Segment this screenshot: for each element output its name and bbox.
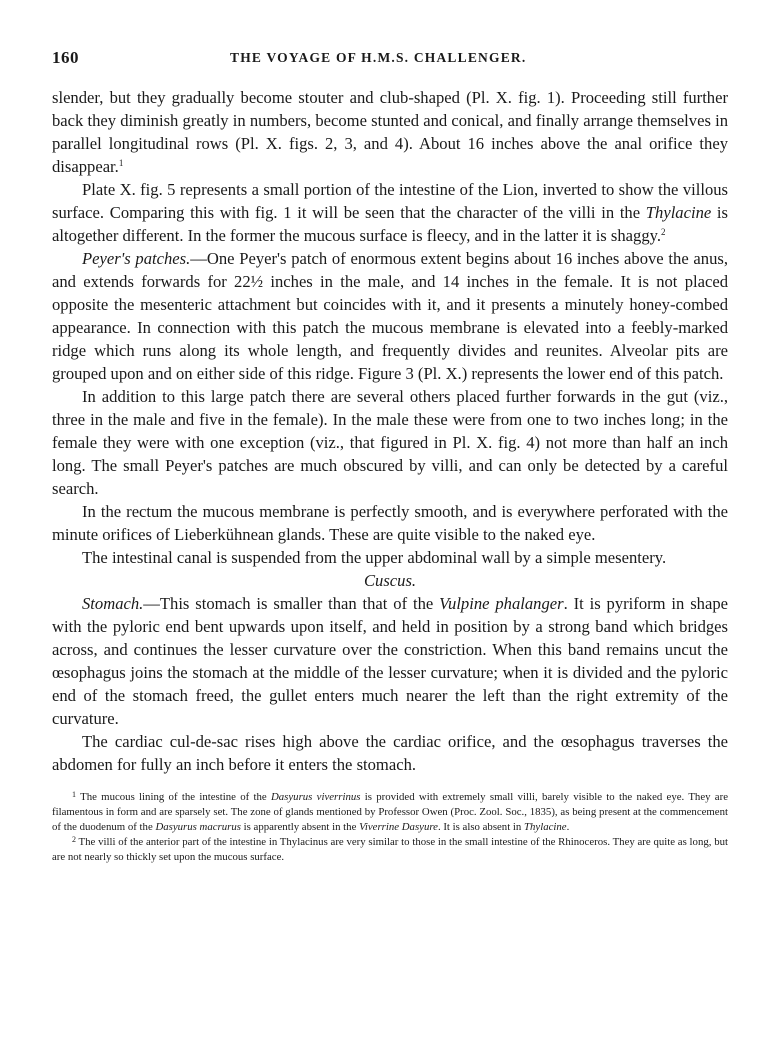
paragraph-plate-x-fig-5: Plate X. fig. 5 represents a small portion of the intestine of the Lion, inverted to show the villous surface. Comparing this with fig. 1 it will be seen that the character of the villi in the Thylacine is altogether different. In the former the mucous surface is fleecy, and in the latter it is shaggy.$^2$ (52, 180, 729, 245)
paragraph-villi-continuation: slender, but they gradually become stouter and club-shaped (Pl. X. fig. 1). Proceeding still further back they diminish greatly in numbers, become stunted and conical, and finally arrange themselves in parallel longitudinal rows (Pl. X. figs. 2, 3, and 4). About 16 inches above the anal orifice they disappear.$^1$ (52, 88, 728, 176)
footnote-ref-1[interactable]: 1 (118, 158, 124, 168)
paragraph-label: Stomach. (82, 594, 144, 613)
paragraph-mesentery: The intestinal canal is suspended from the upper abdominal wall by a simple mesentery. (82, 548, 667, 567)
paragraph-cardiac-cul-de-sac: The cardiac cul-de-sac rises high above the cardiac orifice, and the œsophagus traverses the abdomen for fully an inch before it enters the stomach. (52, 732, 728, 774)
document-page (52, 42, 728, 865)
footnote-ref-2[interactable]: 2 (661, 227, 666, 237)
paragraph-stomach: Stomach.—This stomach is smaller than that of the Vulpine phalanger. It is pyriform in shape with the pyloric end bent upwards upon itself, and held in position by a strong band which bridges across, and continues the lesser curvature over the constriction. When this band remains uncut the œsophagus joins the stomach at the middle of the lesser curvature; when it is divided and the pyloric end of the stomach freed, the gullet enters much nearer the left than the right extremity of the curvature. (52, 594, 728, 728)
running-header (52, 42, 728, 72)
body-text (52, 86, 728, 776)
footnotes (52, 790, 728, 865)
paragraph-additional-patches: In addition to this large patch there are several others placed further forwards in the gut (viz., three in the male and five in the female). In the male these were from one to two inches long; in the female they were with one exception (viz., that figured in Pl. X. fig. 4) not more than half an inch long. The small Peyer's patches are much obscured by villi, and can only be detected by a careful search. (52, 387, 728, 498)
page-number: 160 (52, 48, 79, 67)
paragraph-peyers-patches: Peyer's patches.—One Peyer's patch of enormous extent begins about 16 inches above the anus, and extends forwards for 22½ inches in the male, and 14 inches in the female. It is not placed opposite the mesenteric attachment but coincides with it, and it presents a minutely honey-combed appearance. In connection with this patch the mucous membrane is elevated into a feebly-marked ridge which runs along its whole length, and frequently divides and reunites. Alveolar pits are grouped upon and on either side of this ridge. Figure 3 (Pl. X.) represents the lower end of this patch. (52, 249, 728, 383)
section-heading-cuscus: Cuscus. (363, 571, 417, 590)
footnote-2: $^2$ The villi of the anterior part of the intestine in Thylacinus are very similar to those in the small intestine of the Rhinoceros. They are quite as long, but are not nearly so thickly set upon the mucous surface. (52, 835, 728, 863)
paragraph-rectum: In the rectum the mucous membrane is perfectly smooth, and is everywhere perforated with the minute orifices of Lieberkühnean glands. These are quite visible to the naked eye. (52, 502, 728, 544)
footnote-1: $^1$ The mucous lining of the intestine of the Dasyurus viverrinus is provided with extremely small villi, barely visible to the naked eye. They are filamentous in form and are sparsely set. The zone of glands mentioned by Professor Owen (Proc. Zool. Soc., 1835), as being present at the commencement of the duodenum of the Dasyurus macrurus is apparently absent in the Viverrine Dasyure. It is also absent in Thylacine. (52, 790, 728, 833)
running-title: THE VOYAGE OF H.M.S. CHALLENGER. (230, 50, 527, 65)
paragraph-label: Peyer's patches. (82, 249, 191, 268)
